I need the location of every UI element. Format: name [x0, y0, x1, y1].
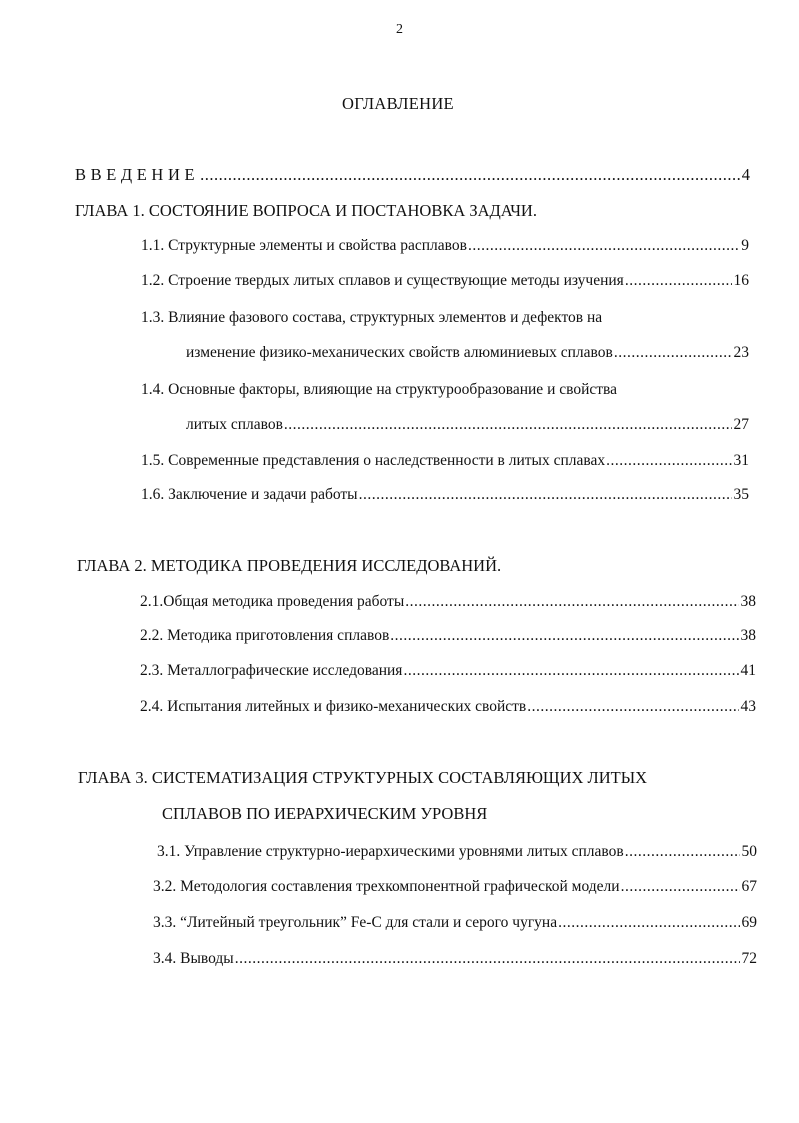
- toc-entry-3-3: [153, 914, 757, 932]
- dot-leader: [403, 662, 738, 680]
- toc-entry-2-3: [140, 662, 756, 680]
- toc-entry-page: 67: [741, 878, 757, 895]
- toc-entry-label: 1.5. Современные представления о наследственности в литых сплавах: [141, 452, 606, 469]
- toc-entry-1-4: [186, 416, 749, 434]
- chapter-2-heading: ГЛАВА 2. МЕТОДИКА ПРОВЕДЕНИЯ ИССЛЕДОВАНИЙ.: [77, 556, 502, 575]
- toc-entry-label: 3.3. “Литейный треугольник” Fe-C для стали и серого чугуна: [153, 914, 558, 931]
- chapter-1-heading: ГЛАВА 1. СОСТОЯНИЕ ВОПРОСА И ПОСТАНОВКА ЗАДАЧИ.: [75, 201, 537, 220]
- toc-entry-2-2: [140, 627, 756, 645]
- dot-leader: [468, 237, 739, 255]
- dot-leader: [200, 165, 740, 185]
- toc-entry-label: 2.1.Общая методика проведения работы: [140, 593, 405, 610]
- toc-entry-label: 1.2. Строение твердых литых сплавов и существующие методы изучения: [141, 272, 624, 289]
- toc-entry-label: ВВЕДЕНИЕ: [75, 165, 200, 184]
- dot-leader: [606, 452, 731, 470]
- toc-entry-label: 1.6. Заключение и задачи работы: [141, 486, 358, 503]
- toc-entry-label: 3.1. Управление структурно-иерархическими уровнями литых сплавов: [157, 843, 624, 860]
- toc-entry-1-2: [141, 272, 749, 290]
- dot-leader: [614, 344, 732, 362]
- toc-entry-1-5: [141, 452, 749, 470]
- toc-entry-1-4-label: 1.4. Основные факторы, влияющие на структурообразование и свойства: [141, 381, 618, 398]
- dot-leader: [527, 698, 738, 716]
- toc-entry-page: 69: [741, 914, 757, 931]
- dot-leader: [235, 950, 740, 968]
- dot-leader: [390, 627, 738, 645]
- dot-leader: [359, 486, 732, 504]
- toc-entry-page: 50: [741, 843, 757, 860]
- toc-entry-label: 3.4. Выводы: [153, 950, 234, 967]
- dot-leader: [625, 843, 740, 861]
- toc-title: ОГЛАВЛЕНИЕ: [342, 94, 454, 113]
- toc-entry-label-cont: изменение физико-механических свойств алюминиевых сплавов: [186, 344, 613, 361]
- dot-leader: [558, 914, 739, 932]
- dot-leader: [405, 593, 738, 611]
- toc-entry-page: 9: [741, 237, 749, 254]
- toc-entry-page: 16: [733, 272, 749, 289]
- toc-entry-page: 43: [740, 698, 756, 715]
- toc-entry-page: 41: [740, 662, 756, 679]
- toc-entry-page: 72: [741, 950, 757, 967]
- toc-entry-label: 2.3. Металлографические исследования: [140, 662, 403, 679]
- dot-leader: [621, 878, 740, 896]
- toc-entry-label: 2.2. Методика приготовления сплавов: [140, 627, 390, 644]
- toc-entry-page: 31: [733, 452, 749, 469]
- chapter-3-heading: ГЛАВА 3. СИСТЕМАТИЗАЦИЯ СТРУКТУРНЫХ СОСТАВЛЯЮЩИХ ЛИТЫХ: [78, 768, 648, 787]
- toc-entry-page: 4: [741, 165, 750, 184]
- toc-entry-page: 23: [733, 344, 749, 361]
- toc-entry-3-4: [153, 950, 757, 968]
- toc-entry-1-3: [186, 344, 749, 362]
- toc-entry-label: 1.1. Структурные элементы и свойства расплавов: [141, 237, 467, 254]
- page-number: 2: [396, 22, 403, 37]
- toc-entry-page: 38: [740, 627, 756, 644]
- toc-entry-1-6: [141, 486, 749, 504]
- toc-entry-3-2: [153, 878, 757, 896]
- toc-entry-label-cont: литых сплавов: [186, 416, 283, 433]
- toc-entry-label: 3.2. Методология составления трехкомпонентной графической модели: [153, 878, 620, 895]
- toc-entry-introduction: [75, 165, 750, 185]
- toc-entry-page: 27: [733, 416, 749, 433]
- dot-leader: [625, 272, 732, 290]
- toc-entry-2-1: [140, 593, 756, 611]
- toc-entry-3-1: [157, 843, 757, 861]
- chapter-3-heading-cont: СПЛАВОВ ПО ИЕРАРХИЧЕСКИМ УРОВНЯ: [162, 804, 488, 823]
- toc-entry-2-4: [140, 698, 756, 716]
- toc-entry-1-3-label: 1.3. Влияние фазового состава, структурных элементов и дефектов на: [141, 309, 603, 326]
- toc-entry-page: 38: [740, 593, 756, 610]
- dot-leader: [284, 416, 732, 434]
- toc-entry-page: 35: [733, 486, 749, 503]
- toc-entry-1-1: [141, 237, 749, 255]
- toc-entry-label: 2.4. Испытания литейных и физико-механических свойств: [140, 698, 527, 715]
